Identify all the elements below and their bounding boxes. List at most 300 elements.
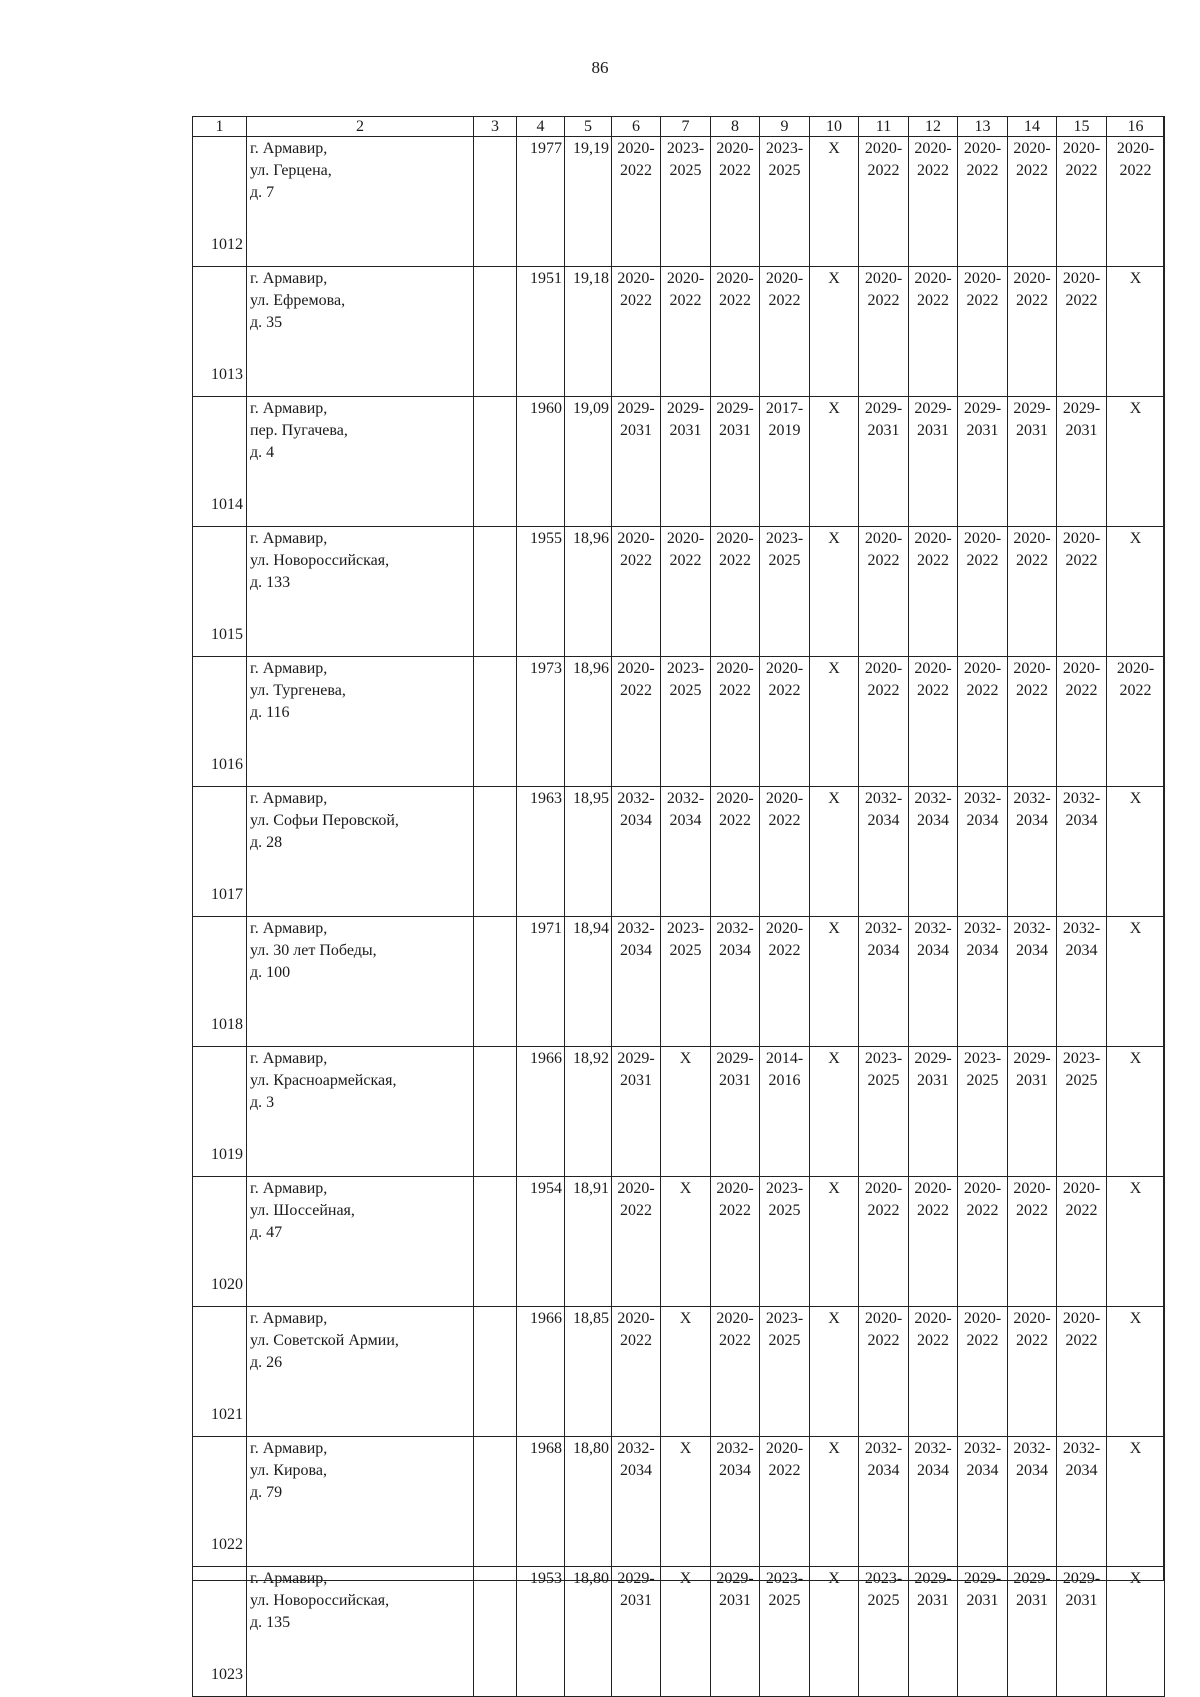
period-cell xyxy=(958,1307,1008,1437)
period-cell xyxy=(1008,1047,1057,1177)
period-text: 2020- xyxy=(914,1310,952,1327)
period-cell xyxy=(1107,137,1165,267)
period-cell xyxy=(711,1307,760,1437)
period-text: X xyxy=(1129,1440,1142,1457)
period-cell xyxy=(760,1047,810,1177)
period-cell xyxy=(1057,1437,1107,1567)
period-text: 2020- xyxy=(617,140,655,157)
period-text: 2032- xyxy=(1013,1440,1051,1457)
period-text: 2034 xyxy=(966,1462,999,1479)
value-cell: 18,85 xyxy=(565,1307,612,1437)
address-line: г. Армавир, xyxy=(250,270,328,287)
address-line: д. 79 xyxy=(250,1484,283,1501)
address-cell xyxy=(247,1047,474,1177)
period-text: 2020- xyxy=(963,1310,1002,1327)
period-text: 2029- xyxy=(1013,1050,1051,1067)
period-text: 2031 xyxy=(1065,1592,1098,1609)
period-text: 2022 xyxy=(768,812,801,829)
period-text: 2034 xyxy=(1065,1462,1098,1479)
address-line: ул. Герцена, xyxy=(250,162,332,179)
period-cell xyxy=(1057,267,1107,397)
table-row xyxy=(193,1567,1165,1697)
period-text: 2022 xyxy=(867,552,900,569)
row-number: 1018 xyxy=(193,917,247,1047)
period-text: 2020- xyxy=(1062,1310,1101,1327)
period-cell xyxy=(1057,527,1107,657)
period-text: 2022 xyxy=(719,1202,751,1219)
period-cell xyxy=(859,1307,909,1437)
period-text: 2020- xyxy=(914,1180,952,1197)
period-text: X xyxy=(828,140,840,157)
period-text: 2020- xyxy=(1013,530,1051,547)
period-text: 2020- xyxy=(864,270,903,287)
period-cell xyxy=(909,1307,958,1437)
address-cell xyxy=(247,527,474,657)
period-text: 2025 xyxy=(669,682,702,699)
period-text: 2020- xyxy=(1013,1180,1051,1197)
period-text: 2023- xyxy=(864,1570,903,1587)
period-cell xyxy=(859,657,909,787)
row-number: 1023 xyxy=(193,1567,247,1697)
period-text: 2020- xyxy=(963,1180,1002,1197)
period-cell xyxy=(958,1177,1008,1307)
period-text: X xyxy=(828,1570,840,1587)
value-cell: 18,80 xyxy=(565,1437,612,1567)
column-header-1: 1 xyxy=(193,117,247,137)
empty-cell xyxy=(474,1567,517,1697)
period-text: 2032- xyxy=(716,920,754,937)
period-text: 2023- xyxy=(666,920,705,937)
period-cell xyxy=(958,917,1008,1047)
period-text: 2022 xyxy=(1016,682,1048,699)
period-text: 2022 xyxy=(966,292,999,309)
period-text: 2029- xyxy=(1013,400,1051,417)
period-cell xyxy=(859,787,909,917)
period-text: X xyxy=(1129,270,1142,287)
period-cell xyxy=(1107,1177,1165,1307)
address-cell xyxy=(247,397,474,527)
period-text: 2022 xyxy=(917,292,949,309)
period-text: 2034 xyxy=(867,1462,900,1479)
address-line: ул. Красноармейская, xyxy=(250,1072,397,1089)
row-number: 1016 xyxy=(193,657,247,787)
period-cell xyxy=(1057,1177,1107,1307)
period-cell xyxy=(909,787,958,917)
period-cell xyxy=(1008,787,1057,917)
period-text: 2034 xyxy=(669,812,702,829)
address-line: г. Армавир, xyxy=(250,660,328,677)
period-text: X xyxy=(1129,400,1142,417)
table-row xyxy=(193,267,1165,397)
period-cell xyxy=(1057,397,1107,527)
period-cell xyxy=(1008,1177,1057,1307)
period-text: 2032- xyxy=(1062,1440,1101,1457)
period-text: X xyxy=(1129,1310,1142,1327)
period-text: 2023- xyxy=(963,1050,1002,1067)
period-text: 2020- xyxy=(716,530,754,547)
period-cell xyxy=(1008,1437,1057,1567)
column-header-13: 13 xyxy=(958,117,1008,137)
period-text: 2031 xyxy=(1065,422,1098,439)
period-text: 2031 xyxy=(966,422,999,439)
period-text: 2029- xyxy=(716,400,754,417)
period-text: 2031 xyxy=(719,1072,751,1089)
table-row xyxy=(193,1307,1165,1437)
period-cell xyxy=(760,527,810,657)
value-cell: 19,09 xyxy=(565,397,612,527)
period-cell xyxy=(859,1437,909,1567)
period-cell xyxy=(1107,1047,1165,1177)
period-text: X xyxy=(679,1050,692,1067)
period-text: 2022 xyxy=(768,1462,801,1479)
period-text: 2025 xyxy=(768,1332,801,1349)
period-text: 2032- xyxy=(1062,920,1101,937)
address-line: д. 116 xyxy=(250,704,290,721)
period-text: 2020- xyxy=(716,270,754,287)
period-cell xyxy=(810,1047,859,1177)
period-cell xyxy=(1008,137,1057,267)
address-line: ул. Кирова, xyxy=(250,1462,327,1479)
empty-cell xyxy=(474,917,517,1047)
period-cell xyxy=(612,1567,661,1697)
period-text: 2032- xyxy=(1062,790,1101,807)
period-text: 2022 xyxy=(1016,292,1048,309)
period-text: X xyxy=(828,920,840,937)
column-header-14: 14 xyxy=(1008,117,1057,137)
period-text: 2023- xyxy=(765,1180,804,1197)
address-line: г. Армавир, xyxy=(250,1050,328,1067)
address-line: ул. Шоссейная, xyxy=(250,1202,355,1219)
period-cell xyxy=(760,1177,810,1307)
period-text: X xyxy=(679,1440,692,1457)
period-text: 2025 xyxy=(768,1592,801,1609)
column-header-12: 12 xyxy=(909,117,958,137)
period-cell xyxy=(661,1177,711,1307)
period-text: 2020- xyxy=(765,1440,804,1457)
period-text: 2034 xyxy=(620,1462,652,1479)
period-cell xyxy=(859,397,909,527)
period-text: 2025 xyxy=(768,552,801,569)
address-line: д. 47 xyxy=(250,1224,283,1241)
period-text: 2020- xyxy=(963,660,1002,677)
address-line: г. Армавир, xyxy=(250,1180,328,1197)
period-text: 2032- xyxy=(963,790,1002,807)
period-cell xyxy=(909,267,958,397)
period-text: 2031 xyxy=(620,1592,652,1609)
row-number: 1013 xyxy=(193,267,247,397)
address-cell xyxy=(247,137,474,267)
housing-register-table xyxy=(192,116,1165,1697)
period-text: 2025 xyxy=(966,1072,999,1089)
year-cell: 1951 xyxy=(517,267,565,397)
period-text: X xyxy=(828,1050,840,1067)
period-text: 2016 xyxy=(768,1072,801,1089)
period-cell xyxy=(661,267,711,397)
row-number: 1017 xyxy=(193,787,247,917)
period-cell xyxy=(711,1177,760,1307)
period-cell xyxy=(1107,397,1165,527)
period-text: X xyxy=(1129,1570,1142,1587)
period-text: 2022 xyxy=(966,162,999,179)
value-cell: 18,94 xyxy=(565,917,612,1047)
column-header-6: 6 xyxy=(612,117,661,137)
period-text: 2022 xyxy=(719,812,751,829)
period-cell xyxy=(612,1437,661,1567)
row-number: 1022 xyxy=(193,1437,247,1567)
period-cell xyxy=(810,1177,859,1307)
period-cell xyxy=(810,1437,859,1567)
row-number: 1014 xyxy=(193,397,247,527)
period-cell xyxy=(1057,657,1107,787)
period-cell xyxy=(661,1567,711,1697)
period-cell xyxy=(1008,397,1057,527)
address-line: ул. Софьи Перовской, xyxy=(250,812,399,829)
year-cell: 1953 xyxy=(517,1567,565,1697)
period-text: 2034 xyxy=(1065,812,1098,829)
period-text: 2022 xyxy=(966,552,999,569)
address-line: г. Армавир, xyxy=(250,140,328,157)
period-text: 2020- xyxy=(666,270,705,287)
period-text: 2020- xyxy=(864,140,903,157)
period-text: 2020- xyxy=(716,790,754,807)
address-line: г. Армавир, xyxy=(250,1440,328,1457)
period-text: 2022 xyxy=(620,682,652,699)
period-text: 2034 xyxy=(1065,942,1098,959)
empty-cell xyxy=(474,137,517,267)
address-line: д. 133 xyxy=(250,574,291,591)
period-cell xyxy=(810,1567,859,1697)
period-text: 2025 xyxy=(669,162,702,179)
address-cell xyxy=(247,1307,474,1437)
period-text: 2022 xyxy=(917,682,949,699)
period-text: 2020- xyxy=(765,920,804,937)
period-text: 2032- xyxy=(914,920,952,937)
period-text: 2022 xyxy=(719,162,751,179)
period-text: 2020- xyxy=(1062,1180,1101,1197)
period-text: X xyxy=(1129,1050,1142,1067)
period-text: 2032- xyxy=(864,920,903,937)
period-text: 2029- xyxy=(864,400,903,417)
period-text: 2020- xyxy=(765,790,804,807)
period-text: 2029- xyxy=(716,1570,754,1587)
period-text: 2029- xyxy=(963,400,1002,417)
period-text: 2023- xyxy=(1062,1050,1101,1067)
value-cell: 18,95 xyxy=(565,787,612,917)
period-cell xyxy=(760,137,810,267)
period-cell xyxy=(1107,917,1165,1047)
period-cell xyxy=(711,137,760,267)
empty-cell xyxy=(474,1177,517,1307)
period-text: 2023- xyxy=(765,530,804,547)
period-text: 2029- xyxy=(1062,1570,1101,1587)
period-text: 2025 xyxy=(867,1072,900,1089)
period-text: 2022 xyxy=(1065,1202,1098,1219)
period-text: 2029- xyxy=(963,1570,1002,1587)
empty-cell xyxy=(474,527,517,657)
period-cell xyxy=(859,1177,909,1307)
period-text: 2020- xyxy=(1116,140,1155,157)
period-cell xyxy=(958,1047,1008,1177)
empty-cell xyxy=(474,1437,517,1567)
period-cell xyxy=(1107,1307,1165,1437)
period-cell xyxy=(1107,527,1165,657)
period-text: 2031 xyxy=(719,1592,751,1609)
period-cell xyxy=(661,1437,711,1567)
period-cell xyxy=(711,1047,760,1177)
period-text: 2022 xyxy=(620,1332,652,1349)
table-row xyxy=(193,787,1165,917)
period-cell xyxy=(1008,1567,1057,1697)
period-text: 2034 xyxy=(620,942,652,959)
period-cell xyxy=(760,1307,810,1437)
period-cell xyxy=(909,137,958,267)
address-cell xyxy=(247,267,474,397)
period-cell xyxy=(1008,917,1057,1047)
year-cell: 1973 xyxy=(517,657,565,787)
period-text: 2022 xyxy=(867,292,900,309)
period-cell xyxy=(909,917,958,1047)
row-number: 1021 xyxy=(193,1307,247,1437)
period-text: 2022 xyxy=(719,292,751,309)
column-header-9: 9 xyxy=(760,117,810,137)
period-text: 2023- xyxy=(765,1570,804,1587)
period-text: X xyxy=(679,1570,692,1587)
period-text: 2022 xyxy=(620,552,652,569)
period-text: 2029- xyxy=(914,400,952,417)
period-text: 2031 xyxy=(719,422,751,439)
period-text: 2020- xyxy=(963,270,1002,287)
period-text: 2020- xyxy=(1013,270,1051,287)
period-cell xyxy=(760,657,810,787)
period-cell xyxy=(909,657,958,787)
period-cell xyxy=(909,1437,958,1567)
period-text: 2023- xyxy=(765,1310,804,1327)
period-text: 2031 xyxy=(620,1072,652,1089)
period-cell xyxy=(810,267,859,397)
period-text: 2020- xyxy=(1116,660,1155,677)
period-text: 2032- xyxy=(864,1440,903,1457)
period-cell xyxy=(810,527,859,657)
period-text: 2020- xyxy=(716,140,754,157)
year-cell: 1963 xyxy=(517,787,565,917)
period-text: 2034 xyxy=(1016,942,1048,959)
period-text: 2034 xyxy=(966,942,999,959)
period-cell xyxy=(1057,1047,1107,1177)
table-row xyxy=(193,657,1165,787)
year-cell: 1955 xyxy=(517,527,565,657)
period-text: 2022 xyxy=(1065,162,1098,179)
year-cell: 1968 xyxy=(517,1437,565,1567)
period-cell xyxy=(612,527,661,657)
period-text: 2020- xyxy=(1013,660,1051,677)
table-row xyxy=(193,1047,1165,1177)
period-cell xyxy=(612,787,661,917)
period-text: 2020- xyxy=(963,140,1002,157)
period-cell xyxy=(661,657,711,787)
column-header-3: 3 xyxy=(474,117,517,137)
period-cell xyxy=(711,527,760,657)
period-text: 2020- xyxy=(1062,530,1101,547)
value-cell: 18,91 xyxy=(565,1177,612,1307)
address-line: г. Армавир, xyxy=(250,920,328,937)
period-cell xyxy=(810,397,859,527)
column-header-5: 5 xyxy=(565,117,612,137)
column-header-2: 2 xyxy=(247,117,474,137)
period-text: 2032- xyxy=(617,920,655,937)
row-number: 1015 xyxy=(193,527,247,657)
value-cell: 18,80 xyxy=(565,1567,612,1697)
year-cell: 1960 xyxy=(517,397,565,527)
period-text: 2029- xyxy=(617,1570,655,1587)
period-text: 2022 xyxy=(867,162,900,179)
period-text: 2014- xyxy=(765,1050,804,1067)
period-text: 2020- xyxy=(617,270,655,287)
period-cell xyxy=(1008,527,1057,657)
period-text: 2034 xyxy=(1016,812,1048,829)
period-cell xyxy=(612,1177,661,1307)
empty-cell xyxy=(474,787,517,917)
period-cell xyxy=(760,787,810,917)
period-cell xyxy=(711,917,760,1047)
value-cell: 18,92 xyxy=(565,1047,612,1177)
period-text: 2022 xyxy=(620,292,652,309)
period-text: 2029- xyxy=(666,400,705,417)
period-text: 2020- xyxy=(1062,270,1101,287)
period-text: 2031 xyxy=(917,1592,949,1609)
column-number-header-row xyxy=(193,117,1165,137)
address-line: д. 35 xyxy=(250,314,283,331)
period-text: 2029- xyxy=(914,1570,952,1587)
address-line: ул. 30 лет Победы, xyxy=(250,942,377,959)
period-text: 2022 xyxy=(669,552,702,569)
period-cell xyxy=(859,1047,909,1177)
period-text: 2032- xyxy=(716,1440,754,1457)
period-cell xyxy=(958,787,1008,917)
period-cell xyxy=(1057,137,1107,267)
period-text: 2031 xyxy=(1016,1592,1048,1609)
period-cell xyxy=(661,397,711,527)
period-cell xyxy=(1008,267,1057,397)
period-text: 2020- xyxy=(864,1180,903,1197)
period-cell xyxy=(661,527,711,657)
period-cell xyxy=(760,1567,810,1697)
period-cell xyxy=(859,1567,909,1697)
period-cell xyxy=(612,917,661,1047)
period-text: 2025 xyxy=(1065,1072,1098,1089)
period-text: 2022 xyxy=(1065,682,1098,699)
period-text: 2022 xyxy=(867,1202,900,1219)
column-header-10: 10 xyxy=(810,117,859,137)
period-text: 2025 xyxy=(867,1592,900,1609)
period-text: 2022 xyxy=(966,1332,999,1349)
period-text: 2034 xyxy=(620,812,652,829)
period-cell xyxy=(760,397,810,527)
period-text: 2022 xyxy=(669,292,702,309)
period-text: X xyxy=(1129,1180,1142,1197)
address-line: ул. Новороссийская, xyxy=(250,552,390,569)
period-cell xyxy=(859,527,909,657)
period-text: 2034 xyxy=(966,812,999,829)
period-cell xyxy=(612,137,661,267)
address-line: д. 100 xyxy=(250,964,291,981)
period-text: 2022 xyxy=(620,1202,652,1219)
period-text: 2020- xyxy=(1013,140,1051,157)
period-cell xyxy=(1057,917,1107,1047)
period-cell xyxy=(661,1307,711,1437)
empty-cell xyxy=(474,267,517,397)
period-cell xyxy=(810,917,859,1047)
period-text: 2022 xyxy=(917,552,949,569)
